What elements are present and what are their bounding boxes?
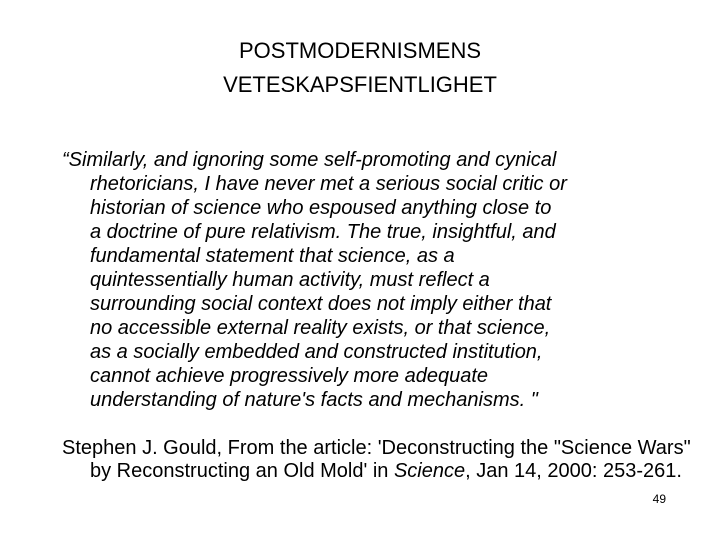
quote-line: quintessentially human activity, must reflect a: [90, 269, 490, 291]
quote-line: fundamental statement that science, as a: [90, 245, 455, 267]
slide-title-line-2: VETESKAPSFIENTLIGHET: [223, 72, 497, 97]
citation-text: Stephen J. Gould, From the article: 'Deconstructing the "Science Wars" by Reconstructing an Old Mold' in: [62, 437, 691, 482]
quote-line: understanding of nature's facts and mechanisms. ": [90, 389, 538, 411]
quote-line: historian of science who espoused anything close to: [90, 197, 552, 219]
quote-line: a doctrine of pure relativism. The true, insightful, and: [90, 221, 556, 243]
quote-line: “Similarly, and ignoring some self-promoting and cynical: [62, 149, 557, 171]
quote-line: rhetoricians, I have never met a serious social critic or: [90, 173, 567, 195]
slide-title-line-1: POSTMODERNISMENS: [238, 38, 482, 63]
quote-line: as a socially embedded and constructed institution,: [90, 341, 543, 363]
quote-line: surrounding social context does not imply either that: [90, 293, 552, 315]
citation: [62, 437, 700, 483]
quote-line: no accessible external reality exists, or that science,: [90, 317, 551, 339]
quote-text: [62, 148, 700, 412]
citation-journal: Science: [393, 460, 466, 482]
quote-line: cannot achieve progressively more adequate: [90, 365, 489, 387]
slide-title: [0, 34, 720, 102]
page-number: 49: [652, 492, 666, 506]
citation-details: , Jan 14, 2000: 253-261.: [465, 460, 682, 482]
